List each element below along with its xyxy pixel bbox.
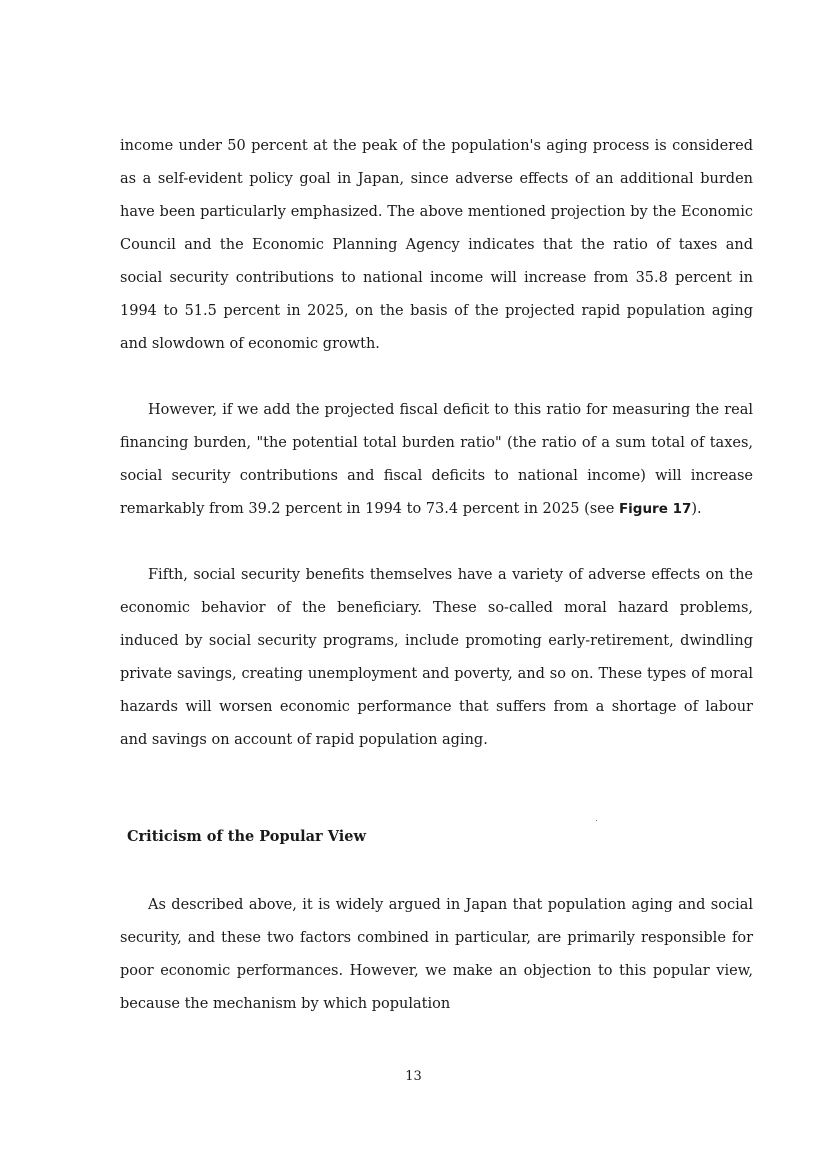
scan-speck: [596, 820, 597, 821]
paragraph-text-before: However, if we add the projected fiscal deficit to this ratio for measuring the real financing burden, "the potential total burden ratio" (the ratio of a sum total of taxes, social security contributions and fiscal deficits to national income) will increase remarkably from 39.2 percent in 1994 to 73.4 percent in 2025 (see: [120, 402, 753, 517]
paragraph-text-after: ).: [691, 501, 702, 517]
paragraph-text: As described above, it is widely argued in Japan that population aging and social security, and these two factors combined in particular, are primarily responsible for poor economic performances. However, we make an objection to this popular view, because the mechanism by which population: [120, 897, 753, 1012]
paragraph-criticism-intro: [120, 889, 753, 1021]
page-number: 13: [405, 1069, 422, 1084]
figure-reference-link[interactable]: Figure 17: [618, 501, 692, 517]
paragraph-tax-burden-projection: [120, 130, 753, 361]
paragraph-potential-burden-ratio: [120, 394, 753, 526]
paragraph-text: [120, 394, 753, 526]
paragraph-text: Fifth, social security benefits themselves have a variety of adverse effects on the economic behavior of the beneficiary. These so-called moral hazard problems, induced by social security programs, include promoting early-retirement, dwindling private savings, creating unemployment and poverty, and so on. These types of moral hazards will worsen economic performance that suffers from a shortage of labour and savings on account of rapid population aging.: [120, 567, 753, 748]
paragraph-text: income under 50 percent at the peak of the population's aging process is considered as a self-evident policy goal in Japan, since adverse effects of an additional burden have been particularly emphasized. The above mentioned projection by the Economic Council and the Economic Planning Agency indicates that the ratio of taxes and social security contributions to national income will increase from 35.8 percent in 1994 to 51.5 percent in 2025, on the basis of the projected rapid population aging and slowdown of economic growth.: [120, 138, 753, 352]
section-heading: Criticism of the Popular View: [127, 828, 366, 845]
paragraph-moral-hazard: [120, 559, 753, 757]
